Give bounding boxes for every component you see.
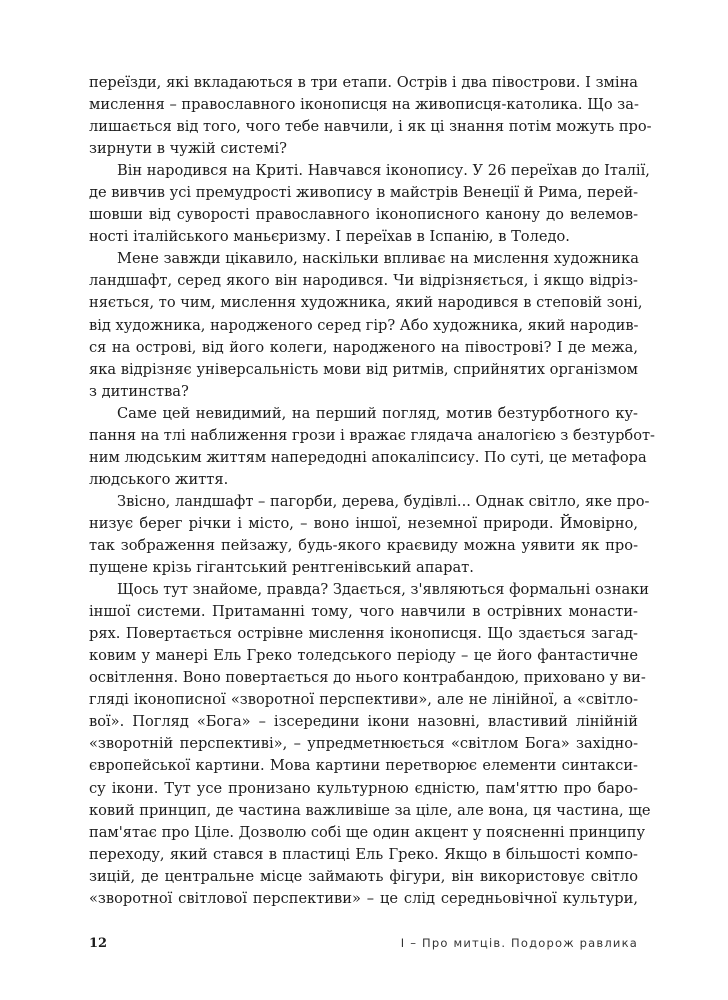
text-line: іншої системи. Притаманні тому, чого навчили в острівних монасти- [89, 603, 638, 621]
text-line: так зображення пейзажу, будь-якого краєвиду можна уявити як про- [89, 536, 638, 554]
text-line: ності італійського маньєризму. І переїхав в Іспанію, в Толедо. [89, 228, 570, 246]
text-line: Щось тут знайоме, правда? Здається, з'являються формальні ознаки [117, 581, 649, 599]
text-line: яка відрізняє універсальність мови від ритмів, сприйнятих організмом [89, 360, 638, 378]
text-line: «зворотній перспективі», – упредметнюється «світлом Бога» західно- [89, 735, 638, 753]
text-line: зирнути в чужій системі? [89, 140, 287, 158]
text-line: зицій, де центральне місце займають фігури, він використовує світло [89, 867, 638, 885]
text-line: низує берег річки і місто, – воно іншої, неземної природи. Ймовірно, [89, 514, 638, 532]
text-line: пущене крізь гігантський рентгенівський апарат. [89, 559, 474, 577]
page-number: 12 [89, 936, 108, 951]
text-line: рях. Повертається острівне мислення іконописця. Що здається загад- [89, 625, 638, 643]
text-line: Звісно, ландшафт – пагорби, дерева, будівлі... Однак світло, яке про- [117, 492, 650, 510]
text-line: лишається від того, чого тебе навчили, і як ці знання потім можуть про- [89, 118, 652, 136]
text-line: пання на тлі наближення грози і вражає глядача аналогією з безтурбот- [89, 426, 655, 444]
text-line: ковий принцип, де частина важливіше за ціле, але вона, ця частина, ще [89, 801, 651, 819]
text-line: переходу, який стався в пластиці Ель Греко. Якщо в більшості компо- [89, 845, 638, 863]
text-line: з дитинства? [89, 382, 189, 400]
text-line: пам'ятає про Ціле. Дозволю собі ще один акцент у поясненні принципу [89, 823, 646, 841]
text-line: шовши від суворості православного іконописного канону до велемов- [89, 206, 638, 224]
text-line: від художника, народженого серед гір? Або художника, який народив- [89, 316, 639, 334]
text-line: де вивчив усі премудрості живопису в майстрів Венеції й Рима, перей- [89, 184, 639, 202]
text-line: няється, то чим, мислення художника, який народився в степовій зоні, [89, 294, 643, 312]
text-line: «зворотної світлової перспективи» – це слід середньовічної культури, [89, 889, 638, 907]
page-footer [89, 936, 638, 956]
text-line: Він народився на Криті. Навчався іконопису. У 26 переїхав до Італії, [117, 162, 650, 180]
text-line: вої». Погляд «Бога» – ізсередини ікони назовні, властивий лінійній [89, 713, 638, 731]
text-line: європейської картини. Мова картини перетворює елементи синтакси- [89, 757, 638, 775]
text-line: ковим у манері Ель Греко толедського періоду – це його фантастичне [89, 647, 638, 665]
text-line: ним людським життям напередодні апокаліпсису. По суті, це метафора [89, 448, 647, 466]
text-line: ландшафт, серед якого він народився. Чи відрізняється, і якщо відріз- [89, 272, 638, 290]
text-line: освітлення. Воно повертається до нього контрабандою, приховано у ви- [89, 669, 646, 687]
text-line: су ікони. Тут усе пронизано культурною єдністю, пам'яттю про баро- [89, 779, 638, 797]
text-line: ся на острові, від його колеги, народженого на півострові? І де межа, [89, 338, 638, 356]
text-line: Мене завжди цікавило, наскільки впливає на мислення художника [117, 250, 639, 268]
body-text [89, 72, 655, 910]
text-line: Саме цей невидимий, на перший погляд, мотив безтурботного ку- [117, 404, 638, 422]
text-line: мислення – православного іконописця на живописця-католика. Що за- [89, 96, 639, 114]
text-line: людського життя. [89, 470, 229, 488]
running-head: I – Про митців. Подорож равлика [400, 936, 638, 950]
text-line: переїзди, які вкладаються в три етапи. Острів і два півострови. І зміна [89, 74, 638, 91]
text-line: гляді іконописної «зворотної перспективи», але не лінійної, а «світло- [89, 691, 638, 709]
